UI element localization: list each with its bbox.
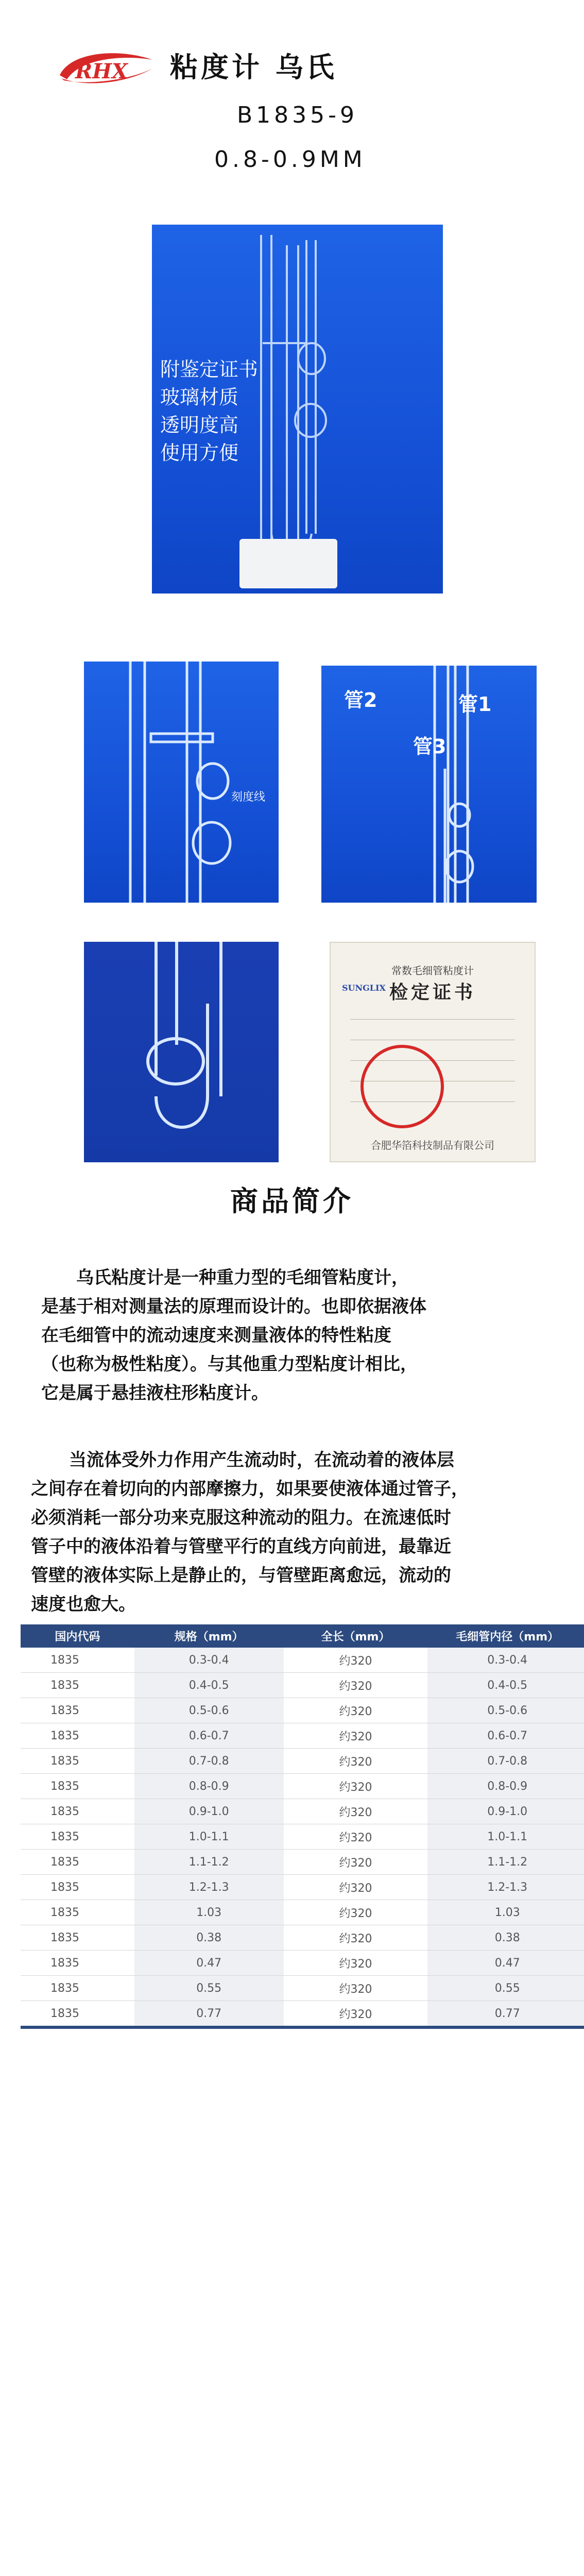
certificate-brand: SUNGLIX bbox=[342, 983, 386, 993]
detail-photo-scale bbox=[84, 662, 279, 903]
table-row bbox=[21, 1774, 584, 1799]
table-cell: 1835 bbox=[21, 1900, 134, 1925]
table-cell: 约320 bbox=[284, 1673, 428, 1698]
intro-title: 商品简介 bbox=[230, 1185, 354, 1217]
detail-photo-bottom bbox=[84, 942, 279, 1162]
hero-photo bbox=[152, 225, 443, 594]
table-row bbox=[21, 1749, 584, 1774]
column-header: 全长（mm） bbox=[284, 1624, 428, 1648]
table-cell: 0.47 bbox=[427, 1951, 584, 1976]
detail-photo-tubes bbox=[321, 666, 537, 903]
table-cell: 0.77 bbox=[134, 2001, 284, 2028]
bottom-bend-illustration bbox=[84, 942, 279, 1162]
intro-paragraph-1 bbox=[41, 1263, 536, 1408]
hero-features bbox=[152, 355, 284, 467]
table-cell: 约320 bbox=[284, 1749, 428, 1774]
table-header-row bbox=[21, 1624, 584, 1648]
table-cell: 0.9-1.0 bbox=[134, 1799, 284, 1824]
certificate-footer: 合肥华箔科技制品有限公司 bbox=[371, 1139, 494, 1151]
table-cell: 1.0-1.1 bbox=[427, 1824, 584, 1850]
table-cell: 0.6-0.7 bbox=[134, 1723, 284, 1749]
table-cell: 约320 bbox=[284, 2001, 428, 2028]
table-cell: 约320 bbox=[284, 1925, 428, 1951]
feature-line: 使用方便 bbox=[160, 442, 239, 464]
table-cell: 约320 bbox=[284, 1850, 428, 1875]
table-cell: 0.38 bbox=[427, 1925, 584, 1951]
certificate-title: 检定证书 bbox=[389, 981, 476, 1003]
table-row bbox=[21, 1824, 584, 1850]
table-cell: 0.55 bbox=[427, 1976, 584, 2001]
paragraph-line: 乌氏粘度计是一种重力型的毛细管粘度计， bbox=[76, 1267, 409, 1288]
feature-line: 透明度高 bbox=[160, 414, 239, 436]
table-cell: 约320 bbox=[284, 1774, 428, 1799]
table-cell: 0.38 bbox=[134, 1925, 284, 1951]
table-cell: 1.03 bbox=[427, 1900, 584, 1925]
product-range: 0.8-0.9MM bbox=[214, 146, 366, 173]
table-cell: 0.3-0.4 bbox=[427, 1648, 584, 1673]
table-row bbox=[21, 1698, 584, 1723]
tube1-label: 管1 bbox=[458, 693, 492, 716]
table-cell: 1835 bbox=[21, 1824, 134, 1850]
table-cell: 1.03 bbox=[134, 1900, 284, 1925]
table-cell: 1835 bbox=[21, 1799, 134, 1824]
table-cell: 1835 bbox=[21, 1976, 134, 2001]
table-cell: 0.77 bbox=[427, 2001, 584, 2028]
table-cell: 0.47 bbox=[134, 1951, 284, 1976]
column-header: 规格（mm） bbox=[134, 1624, 284, 1648]
table-cell: 1.1-1.2 bbox=[134, 1850, 284, 1875]
scale-line-label: 刻度线 bbox=[231, 791, 266, 804]
table-row bbox=[21, 1951, 584, 1976]
table-cell: 1835 bbox=[21, 2001, 134, 2028]
table-cell: 0.5-0.6 bbox=[134, 1698, 284, 1723]
table-cell: 0.9-1.0 bbox=[427, 1799, 584, 1824]
paragraph-line: 是基于相对测量法的原理而设计的。也即依据液体 bbox=[41, 1296, 426, 1317]
divider bbox=[350, 1019, 515, 1020]
column-header: 国内代码 bbox=[21, 1624, 134, 1648]
table-cell: 约320 bbox=[284, 1951, 428, 1976]
table-row bbox=[21, 1925, 584, 1951]
tube2-label: 管2 bbox=[344, 689, 377, 711]
viscometer-detail-illustration bbox=[84, 662, 279, 903]
table-cell: 约320 bbox=[284, 1698, 428, 1723]
table-cell: 1835 bbox=[21, 1698, 134, 1723]
spec-table bbox=[21, 1624, 584, 2029]
table-row bbox=[21, 1723, 584, 1749]
paragraph-line: 在毛细管中的流动速度来测量液体的特性粘度 bbox=[41, 1325, 391, 1346]
paragraph-line: 速度也愈大。 bbox=[31, 1594, 136, 1615]
table-cell: 0.7-0.8 bbox=[134, 1749, 284, 1774]
certificate-subtitle: 常数毛细管粘度计 bbox=[391, 964, 474, 977]
table-cell: 0.4-0.5 bbox=[134, 1673, 284, 1698]
paragraph-line: 它是属于悬挂液柱形粘度计。 bbox=[41, 1383, 269, 1403]
table-row bbox=[21, 1673, 584, 1698]
table-cell: 0.6-0.7 bbox=[427, 1723, 584, 1749]
tube3-label: 管3 bbox=[413, 735, 446, 758]
table-cell: 1835 bbox=[21, 1850, 134, 1875]
table-cell: 1.2-1.3 bbox=[427, 1875, 584, 1900]
table-cell: 0.3-0.4 bbox=[134, 1648, 284, 1673]
table-cell: 1835 bbox=[21, 1749, 134, 1774]
brand-logo-icon bbox=[55, 47, 158, 92]
table-cell: 1835 bbox=[21, 1925, 134, 1951]
feature-line: 玻璃材质 bbox=[160, 386, 239, 409]
table-cell: 约320 bbox=[284, 1648, 428, 1673]
table-cell: 1.0-1.1 bbox=[134, 1824, 284, 1850]
table-cell: 1835 bbox=[21, 1648, 134, 1673]
table-cell: 0.55 bbox=[134, 1976, 284, 2001]
table-row bbox=[21, 1976, 584, 2001]
table-row bbox=[21, 1900, 584, 1925]
table-cell: 1835 bbox=[21, 1875, 134, 1900]
table-cell: 1835 bbox=[21, 1723, 134, 1749]
product-model: B1835-9 bbox=[237, 102, 358, 128]
feature-line: 附鉴定证书 bbox=[160, 358, 259, 381]
column-header: 毛细管内径（mm） bbox=[427, 1624, 584, 1648]
table-cell: 0.8-0.9 bbox=[134, 1774, 284, 1799]
paragraph-line: 必须消耗一部分功来克服这种流动的阻力。在流速低时 bbox=[31, 1507, 451, 1528]
table-cell: 1.1-1.2 bbox=[427, 1850, 584, 1875]
table-cell: 1.2-1.3 bbox=[134, 1875, 284, 1900]
table-cell: 0.7-0.8 bbox=[427, 1749, 584, 1774]
table-cell: 0.5-0.6 bbox=[427, 1698, 584, 1723]
official-stamp bbox=[360, 1045, 444, 1128]
table-cell: 约320 bbox=[284, 1976, 428, 2001]
table-cell: 0.4-0.5 bbox=[427, 1673, 584, 1698]
table-cell: 约320 bbox=[284, 1875, 428, 1900]
certificate-photo bbox=[330, 942, 536, 1162]
paragraph-line: （也称为极性粘度）。与其他重力型粘度计相比， bbox=[41, 1354, 418, 1375]
table-row bbox=[21, 1875, 584, 1900]
paragraph-line: 管壁的液体实际上是静止的，与管壁距离愈远，流动的 bbox=[31, 1565, 451, 1586]
table-cell: 1835 bbox=[21, 1951, 134, 1976]
paragraph-line: 当流体受外力作用产生流动时，在流动着的液体层 bbox=[69, 1450, 454, 1470]
table-cell: 1835 bbox=[21, 1673, 134, 1698]
table-cell: 0.8-0.9 bbox=[427, 1774, 584, 1799]
table-cell: 约320 bbox=[284, 1723, 428, 1749]
logo-text: RHX bbox=[75, 59, 128, 83]
product-title: 粘度计 乌氏 bbox=[170, 51, 337, 83]
paragraph-line: 之间存在着切向的内部摩擦力，如果要使液体通过管子， bbox=[31, 1479, 469, 1499]
table-row bbox=[21, 1648, 584, 1673]
table-cell: 1835 bbox=[21, 1774, 134, 1799]
table-cell: 约320 bbox=[284, 1824, 428, 1850]
tube-stand bbox=[239, 539, 337, 588]
table-row bbox=[21, 1850, 584, 1875]
table-body bbox=[21, 1648, 584, 2027]
intro-paragraph-2 bbox=[31, 1446, 566, 1619]
paragraph-line: 管子中的液体沿着与管壁平行的直线方向前进，最靠近 bbox=[31, 1536, 451, 1557]
table-cell: 约320 bbox=[284, 1799, 428, 1824]
table-cell: 约320 bbox=[284, 1900, 428, 1925]
table-row bbox=[21, 2001, 584, 2028]
brand-logo bbox=[55, 47, 158, 92]
table-row bbox=[21, 1799, 584, 1824]
